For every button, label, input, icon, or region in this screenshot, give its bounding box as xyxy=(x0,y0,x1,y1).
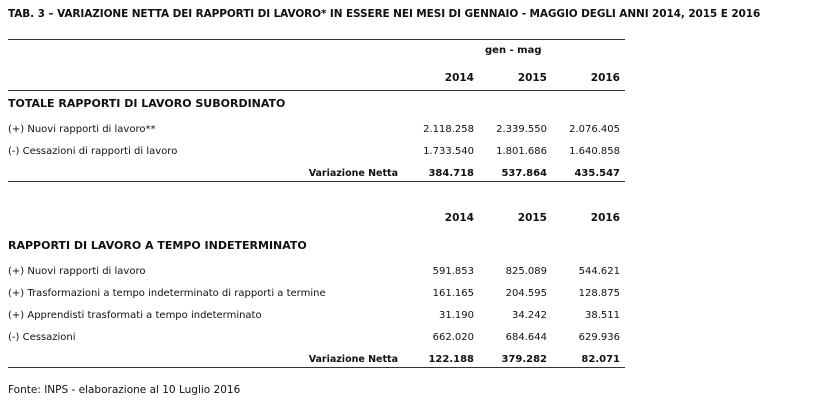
row-label-apprendisti: (+) Apprendisti trasformati a tempo indeterminato xyxy=(8,310,262,321)
row-label-cessazioni: (-) Cessazioni xyxy=(8,332,76,343)
net-change-value: 122.188 xyxy=(428,354,474,365)
section-heading-indeterminato: RAPPORTI DI LAVORO A TEMPO INDETERMINATO xyxy=(8,239,307,252)
table-cell: 1.733.540 xyxy=(423,146,474,157)
table-cell: 34.242 xyxy=(512,310,547,321)
row-label-cessazioni-rapporti: (-) Cessazioni di rapporti di lavoro xyxy=(8,146,178,157)
table-cell: 1.801.686 xyxy=(496,146,547,157)
year-header-2016: 2016 xyxy=(590,212,620,224)
net-change-label: Variazione Netta xyxy=(308,168,398,179)
section2-bottom-rule xyxy=(8,367,625,368)
period-label: gen - mag xyxy=(485,45,542,56)
table-cell: 684.644 xyxy=(505,332,547,343)
year-header-2015: 2015 xyxy=(517,212,547,224)
year-header-2016: 2016 xyxy=(590,72,620,84)
table-cell: 161.165 xyxy=(432,288,474,299)
table-cell: 662.020 xyxy=(432,332,474,343)
section1-bottom-rule xyxy=(8,181,625,182)
table-cell: 2.339.550 xyxy=(496,124,547,135)
table-cell: 1.640.858 xyxy=(569,146,620,157)
table-cell: 2.118.258 xyxy=(423,124,474,135)
table-cell: 128.875 xyxy=(578,288,620,299)
net-change-label: Variazione Netta xyxy=(308,354,398,365)
year-header-2014: 2014 xyxy=(444,212,474,224)
year-header-2014: 2014 xyxy=(444,72,474,84)
source-note: Fonte: INPS - elaborazione al 10 Luglio 2016 xyxy=(8,384,241,396)
year-header-2015: 2015 xyxy=(517,72,547,84)
table-cell: 629.936 xyxy=(578,332,620,343)
table-title: TAB. 3 – VARIAZIONE NETTA DEI RAPPORTI DI LAVORO* IN ESSERE NEI MESI DI GENNAIO - MAGGIO DEGLI ANNI 2014, 2015 E 2016 xyxy=(8,8,761,20)
net-change-value: 537.864 xyxy=(501,168,547,179)
header-bottom-rule xyxy=(8,90,625,91)
table-cell: 2.076.405 xyxy=(569,124,620,135)
table-cell: 38.511 xyxy=(585,310,620,321)
table-cell: 825.089 xyxy=(505,266,547,277)
net-change-value: 384.718 xyxy=(428,168,474,179)
section-heading-totale: TOTALE RAPPORTI DI LAVORO SUBORDINATO xyxy=(8,97,286,110)
header-top-rule xyxy=(8,39,625,40)
table-cell: 544.621 xyxy=(578,266,620,277)
net-change-value: 379.282 xyxy=(501,354,547,365)
table-cell: 591.853 xyxy=(432,266,474,277)
row-label-nuovi-rapporti: (+) Nuovi rapporti di lavoro** xyxy=(8,124,156,135)
row-label-trasformazioni: (+) Trasformazioni a tempo indeterminato di rapporti a termine xyxy=(8,288,326,299)
table-cell: 31.190 xyxy=(439,310,474,321)
net-change-value: 82.071 xyxy=(581,354,620,365)
table-cell: 204.595 xyxy=(505,288,547,299)
row-label-nuovi-rapporti: (+) Nuovi rapporti di lavoro xyxy=(8,266,146,277)
net-change-value: 435.547 xyxy=(574,168,620,179)
